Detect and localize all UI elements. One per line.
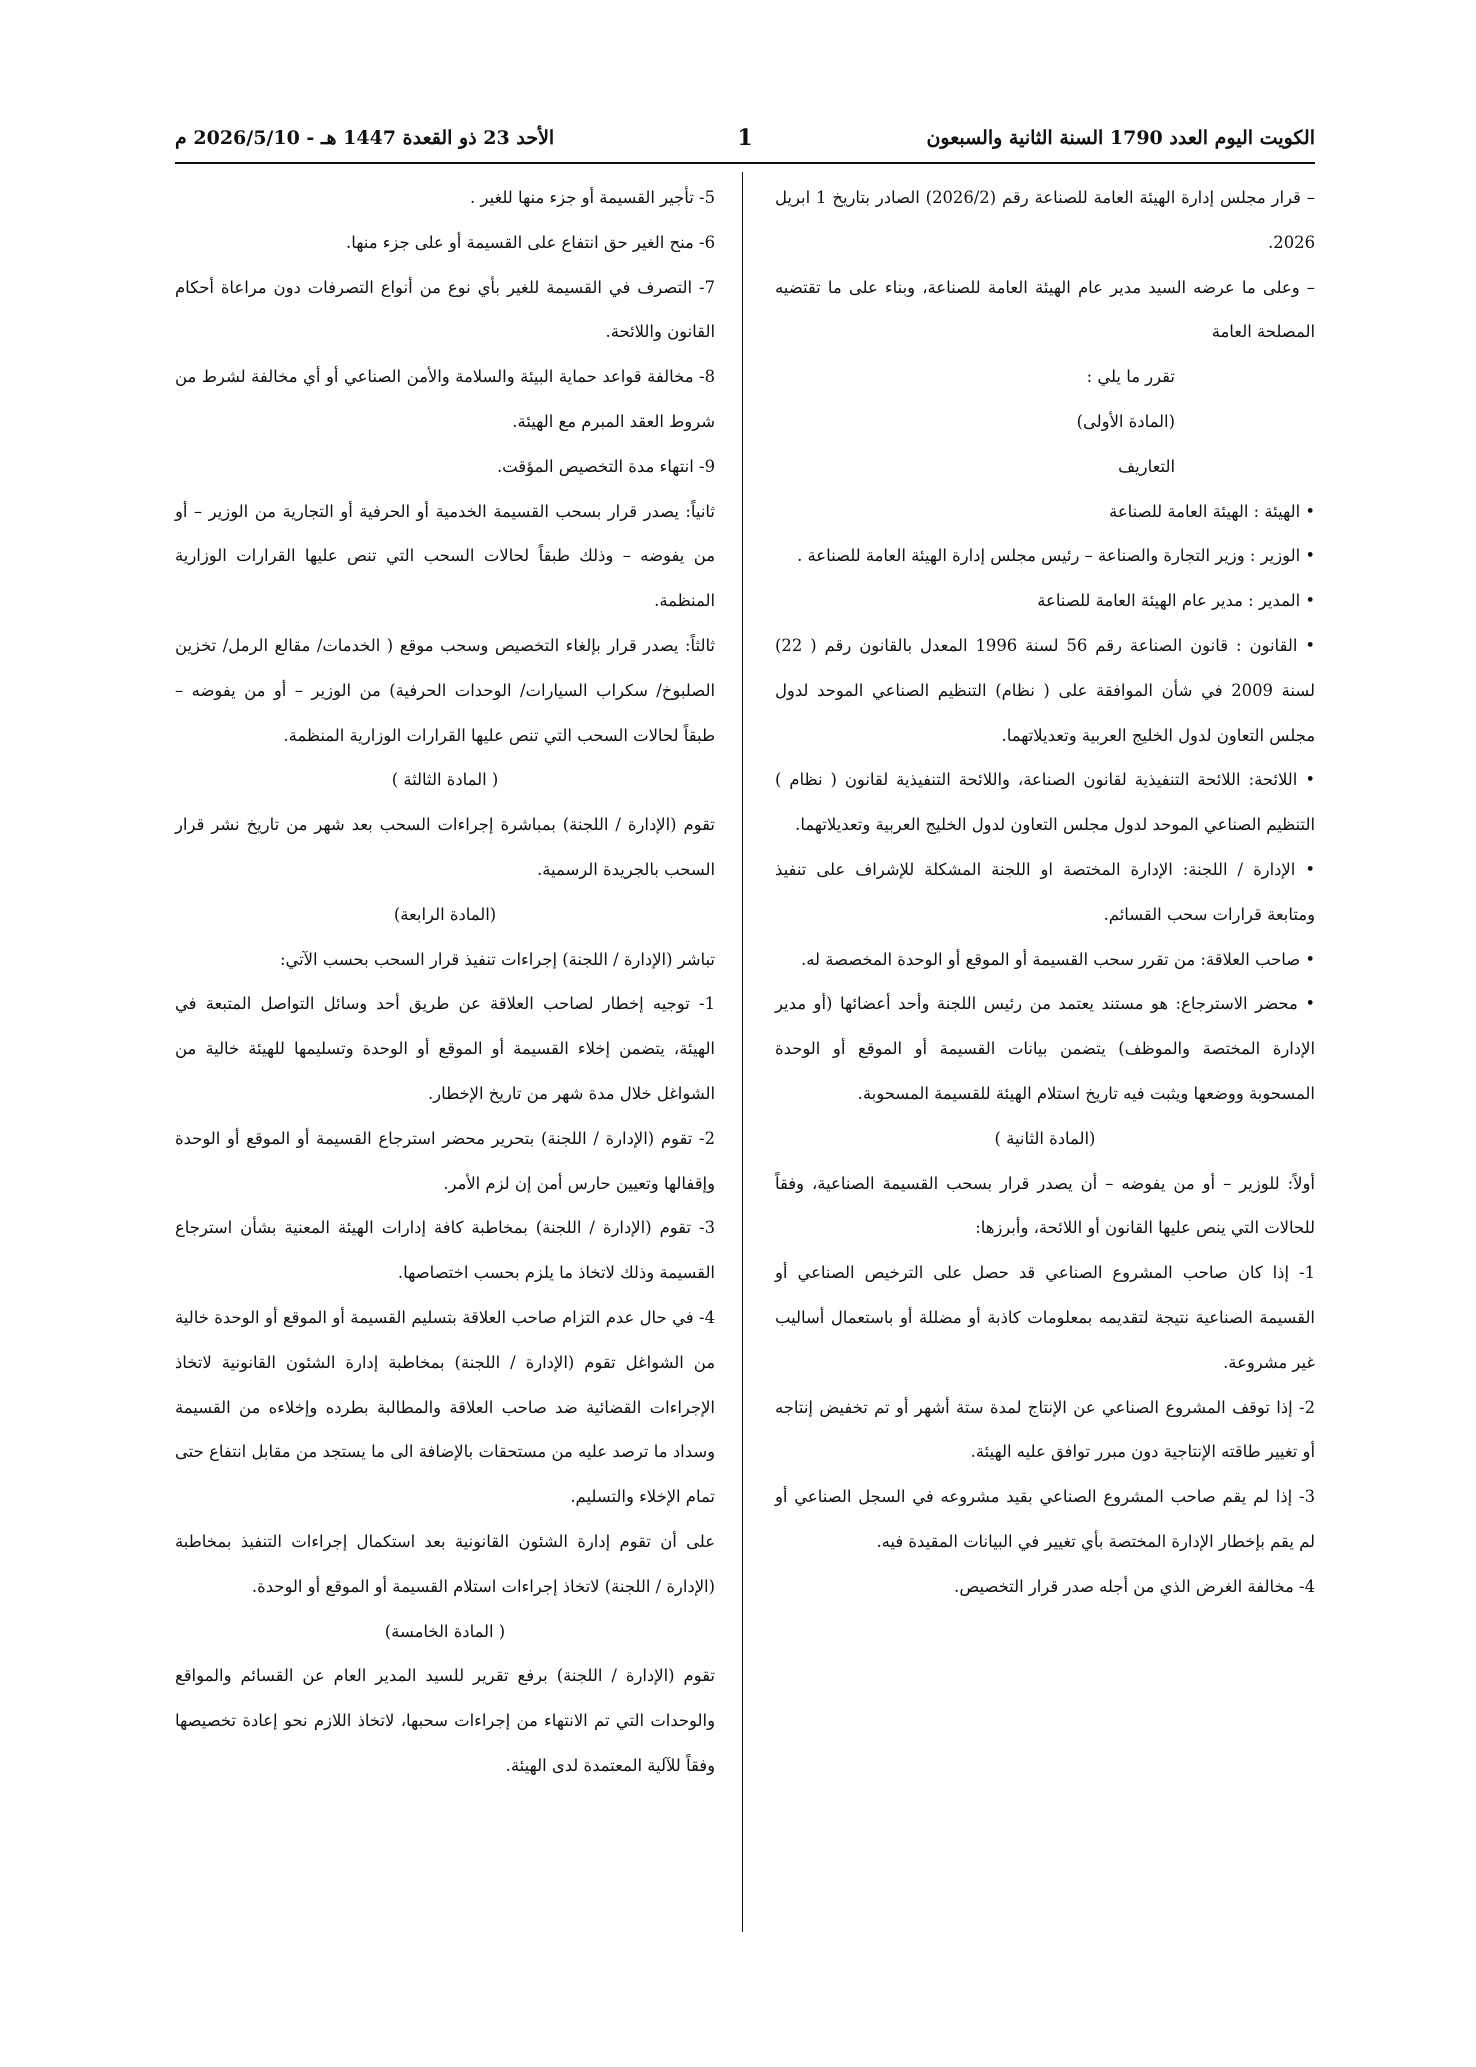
- definition-item: • الإدارة / اللجنة: الإدارة المختصة او اللجنة المشكلة للإشراف على تنفيذ ومتابعة قرارات سحب القسائم.: [775, 859, 1315, 924]
- article-heading: (المادة الرابعة): [393, 904, 497, 924]
- section-heading: التعاريف: [1118, 456, 1175, 476]
- list-item: 5- تأجير القسيمة أو جزء منها للغير .: [470, 188, 715, 207]
- paragraph: ثانياً: يصدر قرار بسحب القسيمة الخدمية أو الحرفية أو التجارية من الوزير – أو من يفوضه – وذلك طبقاً لحالات السحب التي تنص عليها القرارات الوزارية المنظمة.: [175, 501, 715, 611]
- page-number: 1: [737, 125, 753, 151]
- paragraph: – قرار مجلس إدارة الهيئة العامة للصناعة رقم (2026/2) الصادر بتاريخ 1 ابريل 2026.: [775, 188, 1315, 252]
- paragraph: – وعلى ما عرضه السيد مدير عام الهيئة العامة للصناعة، وبناء على ما تقتضيه المصلحة العامة: [775, 277, 1315, 342]
- definition-item: • القانون : قانون الصناعة رقم 56 لسنة 1996 المعدل بالقانون رقم ( 22) لسنة 2009 في شأن الموافقة على ( نظام) التنظيم الصناعي الموحد لدول مجلس التعاون لدول الخليج العربية وتعديلاتهما.: [775, 635, 1315, 745]
- list-item: 9- انتهاء مدة التخصيص المؤقت.: [496, 456, 715, 476]
- left-column: [175, 176, 715, 1789]
- list-item: 3- إذا لم يقم صاحب المشروع الصناعي بقيد مشروعه في السجل الصناعي أو لم يقم بإخطار الإدارة المختصة بأي تغيير في البيانات المقيدة فيه.: [775, 1487, 1315, 1551]
- list-item: 4- مخالفة الغرض الذي من أجله صدر قرار التخصيص.: [954, 1576, 1315, 1596]
- right-column: [775, 176, 1315, 1610]
- paragraph: أولاً: للوزير – أو من يفوضه – أن يصدر قرار بسحب القسيمة الصناعية، وفقاً للحالات التي ينص عليها القانون أو اللائحة، وأبرزها:: [775, 1173, 1315, 1238]
- list-item: 1- توجيه إخطار لصاحب العلاقة عن طريق أحد وسائل التواصل المتبعة في الهيئة، يتضمن إخلاء القسيمة أو الموقع أو الوحدة وتسليمها للهيئة خالية من الشواغل خلال مدة شهر من تاريخ الإخطار.: [175, 994, 715, 1103]
- paragraph: تباشر (الإدارة / اللجنة) إجراءات تنفيذ قرار السحب بحسب الآتي:: [279, 949, 715, 969]
- list-item: 6- منح الغير حق انتفاع على القسيمة أو على جزء منها.: [346, 232, 715, 252]
- article-heading: ( المادة الثالثة ): [391, 770, 499, 790]
- definition-item: • الوزير : وزير التجارة والصناعة – رئيس مجلس إدارة الهيئة العامة للصناعة .: [797, 546, 1315, 566]
- definition-item: • محضر الاسترجاع: هو مستند يعتمد من رئيس اللجنة وأحد أعضائها (أو مدير الإدارة المختصة والموظف) يتضمن بيانات القسيمة أو الموقع أو الوحدة المسحوبة ووضعها ويثبت فيه تاريخ استلام الهيئة للقسيمة المسحوبة.: [775, 994, 1315, 1103]
- paragraph: ثالثاً: يصدر قرار بإلغاء التخصيص وسحب موقع ( الخدمات/ مقالع الرمل/ تخزين الصلبوخ/ سكراب السيارات/ الوحدات الحرفية) من الوزير – أو من يفوضه – طبقاً لحالات السحب التي تنص عليها القرارات الوزارية المنظمة.: [175, 635, 715, 745]
- article-heading: (المادة الأولى): [1076, 411, 1175, 431]
- decree-heading: تقرر ما يلي :: [1086, 367, 1175, 387]
- header-issue: الكويت اليوم العدد 1790 السنة الثانية والسبعون: [926, 127, 1315, 149]
- header-date: الأحد 23 ذو القعدة 1447 هـ - 2026/5/10 م: [175, 127, 555, 149]
- definition-item: • الهيئة : الهيئة العامة للصناعة: [1109, 501, 1315, 521]
- article-heading: (المادة الثانية ): [994, 1128, 1096, 1148]
- list-item: 1- إذا كان صاحب المشروع الصناعي قد حصل على الترخيص الصناعي أو القسيمة الصناعية نتيجة لتقديمه بمعلومات كاذبة أو مضللة أو باستعمال أساليب غير مشروعة.: [775, 1263, 1315, 1372]
- definition-item: • اللائحة: اللائحة التنفيذية لقانون الصناعة، واللائحة التنفيذية لقانون ( نظام ) التنظيم الصناعي الموحد لدول مجلس التعاون لدول الخليج العربية وتعديلاتهما.: [775, 770, 1315, 835]
- column-divider: [742, 172, 743, 1932]
- list-item: 7- التصرف في القسيمة للغير بأي نوع من أنواع التصرفات دون مراعاة أحكام القانون واللائحة.: [175, 277, 715, 342]
- paragraph: تقوم (الإدارة / اللجنة) بمباشرة إجراءات السحب بعد شهر من تاريخ نشر قرار السحب بالجريدة الرسمية.: [175, 815, 715, 879]
- list-item: 4- في حال عدم التزام صاحب العلاقة بتسليم القسيمة أو الموقع أو الوحدة خالية من الشواغل تقوم (الإدارة / اللجنة) بمخاطبة إدارة الشئون القانونية لاتخاذ الإجراءات القضائية ضد صاحب العلاقة والمطالبة بطرده وإخلاءه من القسيمة وسداد ما ترصد عليه من مستحقات بالإضافة الى ما يستجد من مقابل انتفاع حتى تمام الإخلاء والتسليم.: [175, 1307, 715, 1507]
- header-rule: [175, 162, 1315, 164]
- list-item: 2- إذا توقف المشروع الصناعي عن الإنتاج لمدة ستة أشهر أو تم تخفيض إنتاجه أو تغيير طاقته الإنتاجية دون مبرر توافق عليه الهيئة.: [775, 1397, 1315, 1462]
- list-item: 2- تقوم (الإدارة / اللجنة) بتحرير محضر استرجاع القسيمة أو الموقع أو الوحدة وإقفالها وتعيين حارس أمن إن لزم الأمر.: [175, 1128, 715, 1193]
- definition-item: • صاحب العلاقة: من تقرر سحب القسيمة أو الموقع أو الوحدة المخصصة له.: [801, 949, 1315, 969]
- article-heading: ( المادة الخامسة): [384, 1621, 506, 1641]
- paragraph: على أن تقوم إدارة الشئون القانونية بعد استكمال إجراءات التنفيذ بمخاطبة (الإدارة / اللجنة) لاتخاذ إجراءات استلام القسيمة أو الموقع أو الوحدة.: [175, 1531, 715, 1596]
- list-item: 3- تقوم (الإدارة / اللجنة) بمخاطبة كافة إدارات الهيئة المعنية بشأن استرجاع القسيمة وذلك لاتخاذ ما يلزم بحسب اختصاصها.: [175, 1218, 715, 1283]
- definition-item: • المدير : مدير عام الهيئة العامة للصناعة: [1037, 591, 1315, 611]
- list-item: 8- مخالفة قواعد حماية البيئة والسلامة والأمن الصناعي أو أي مخالفة لشرط من شروط العقد المبرم مع الهيئة.: [175, 367, 715, 431]
- page-header: [175, 118, 1315, 158]
- paragraph: تقوم (الإدارة / اللجنة) برفع تقرير للسيد المدير العام عن القسائم والمواقع والوحدات التي تم الانتهاء من إجراءات سحبها، لاتخاذ اللازم نحو إعادة تخصيصها وفقاً للآلية المعتمدة لدى الهيئة.: [175, 1666, 715, 1775]
